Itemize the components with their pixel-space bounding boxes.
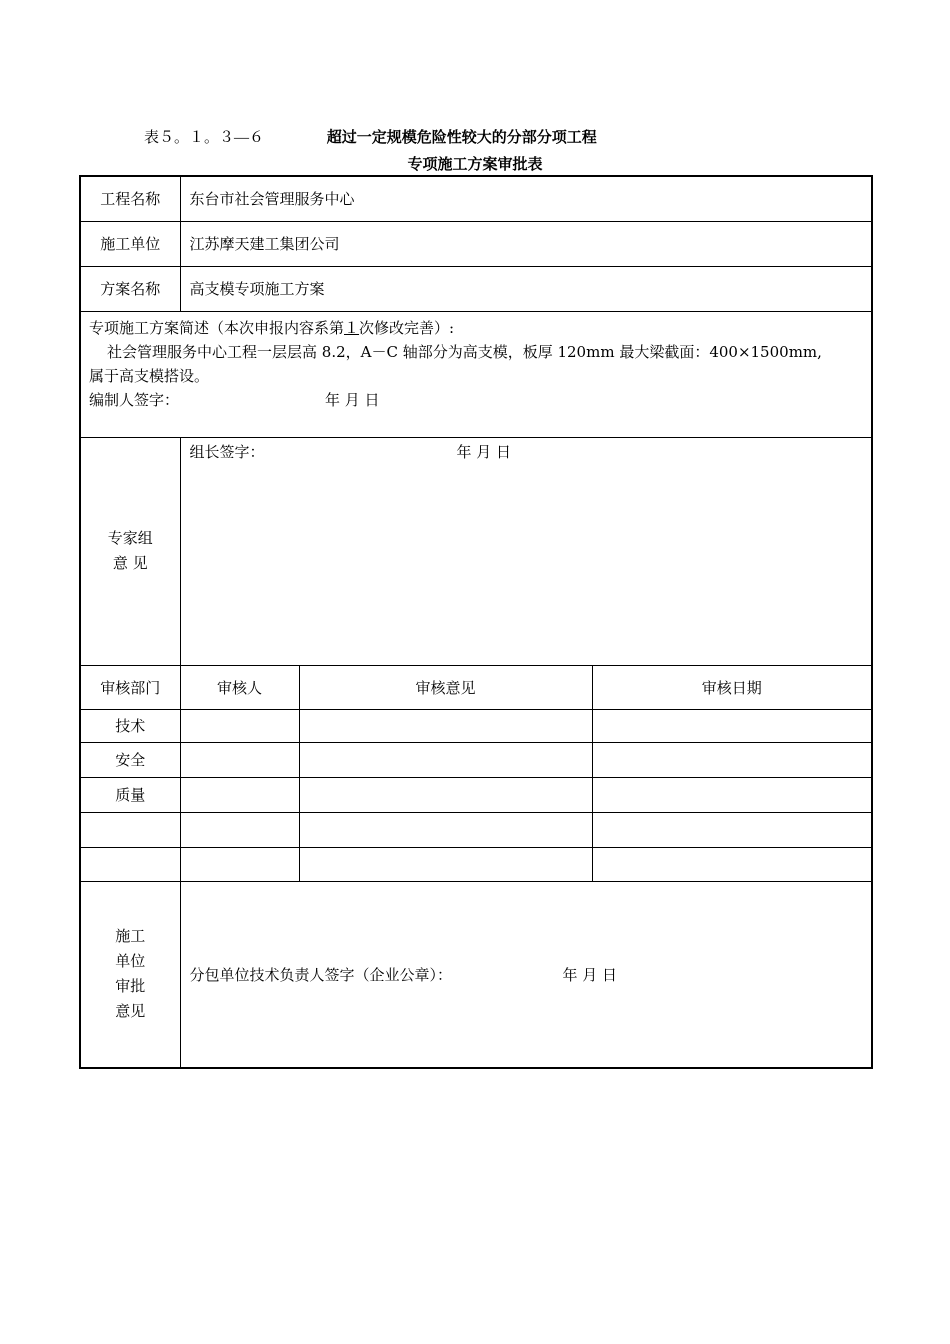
opinion-cell xyxy=(299,709,592,742)
approval-opinion-cell xyxy=(180,881,872,1068)
plan-name-label: 方案名称 xyxy=(80,266,180,311)
opinion-cell xyxy=(299,777,592,812)
author-date-label: 年 月 日 xyxy=(325,390,380,409)
department-cell: 技术 xyxy=(80,709,180,742)
leader-signature-row xyxy=(190,441,863,462)
table-code: 表５。１。３—６ xyxy=(144,130,265,146)
author-signature-row xyxy=(89,388,863,412)
expert-group-label xyxy=(80,437,180,665)
review-row xyxy=(80,742,872,777)
review-row xyxy=(80,812,872,847)
leader-sign-label: 组长签字： xyxy=(189,442,265,461)
expert-label-line2: 意 见 xyxy=(112,554,148,572)
plan-description xyxy=(80,311,872,437)
header-date: 审核日期 xyxy=(592,665,872,709)
form-title-line1 xyxy=(144,126,597,147)
department-cell: 安全 xyxy=(80,742,180,777)
approval-label-line: 单位 xyxy=(115,952,146,971)
approval-form-table xyxy=(79,175,873,1069)
revision-number: １ xyxy=(344,318,360,337)
review-header-row xyxy=(80,665,872,709)
reviewer-cell xyxy=(180,777,299,812)
header-reviewer: 审核人 xyxy=(180,665,299,709)
approval-label-line: 审批 xyxy=(115,977,146,996)
project-name-label: 工程名称 xyxy=(80,176,180,221)
description-body-line1: 社会管理服务中心工程一层层高 8.2，A－C 轴部分为高支模，板厚 120mm 最大梁截面：400×1500mm, xyxy=(107,342,822,361)
header-department: 审核部门 xyxy=(80,665,180,709)
description-heading xyxy=(89,316,863,340)
opinion-cell xyxy=(299,742,592,777)
date-cell xyxy=(592,812,872,847)
date-cell xyxy=(592,709,872,742)
approval-label-line: 施工 xyxy=(115,927,146,946)
approval-label-line: 意见 xyxy=(115,1002,146,1021)
project-name-value: 东台市社会管理服务中心 xyxy=(180,176,872,221)
reviewer-cell xyxy=(180,847,299,881)
contractor-value: 江苏摩天建工集团公司 xyxy=(180,221,872,266)
title-main: 超过一定规模危险性较大的分部分项工程 xyxy=(326,128,597,146)
review-row xyxy=(80,847,872,881)
row-expert-opinion xyxy=(80,437,872,665)
description-heading-prefix: 专项施工方案简述（本次申报内容系第 xyxy=(89,318,345,337)
department-cell xyxy=(80,812,180,847)
approval-date-label: 年 月 日 xyxy=(562,965,618,984)
form-title-line2: 专项施工方案审批表 xyxy=(407,155,543,173)
leader-date-label: 年 月 日 xyxy=(456,442,512,461)
row-plan-name xyxy=(80,266,872,311)
approval-signature-row xyxy=(190,964,872,985)
reviewer-cell xyxy=(180,742,299,777)
expert-label-line1: 专家组 xyxy=(107,529,153,547)
expert-opinion-cell xyxy=(180,437,872,665)
department-cell xyxy=(80,847,180,881)
approval-label xyxy=(80,881,180,1068)
department-cell: 质量 xyxy=(80,777,180,812)
row-contractor-approval xyxy=(80,881,872,1068)
reviewer-cell xyxy=(180,812,299,847)
plan-name-value: 高支模专项施工方案 xyxy=(180,266,872,311)
reviewer-cell xyxy=(180,709,299,742)
date-cell xyxy=(592,847,872,881)
author-sign-label: 编制人签字： xyxy=(89,390,180,409)
description-body-line2: 属于高支模搭设。 xyxy=(89,366,210,385)
row-project-name xyxy=(80,176,872,221)
opinion-cell xyxy=(299,847,592,881)
header-opinion: 审核意见 xyxy=(299,665,592,709)
opinion-cell xyxy=(299,812,592,847)
review-row xyxy=(80,777,872,812)
contractor-label: 施工单位 xyxy=(80,221,180,266)
row-contractor xyxy=(80,221,872,266)
date-cell xyxy=(592,742,872,777)
date-cell xyxy=(592,777,872,812)
approval-sign-label: 分包单位技术负责人签字（企业公章）： xyxy=(189,965,453,984)
description-heading-suffix: 次修改完善）: xyxy=(359,318,455,337)
review-row xyxy=(80,709,872,742)
row-description xyxy=(80,311,872,437)
